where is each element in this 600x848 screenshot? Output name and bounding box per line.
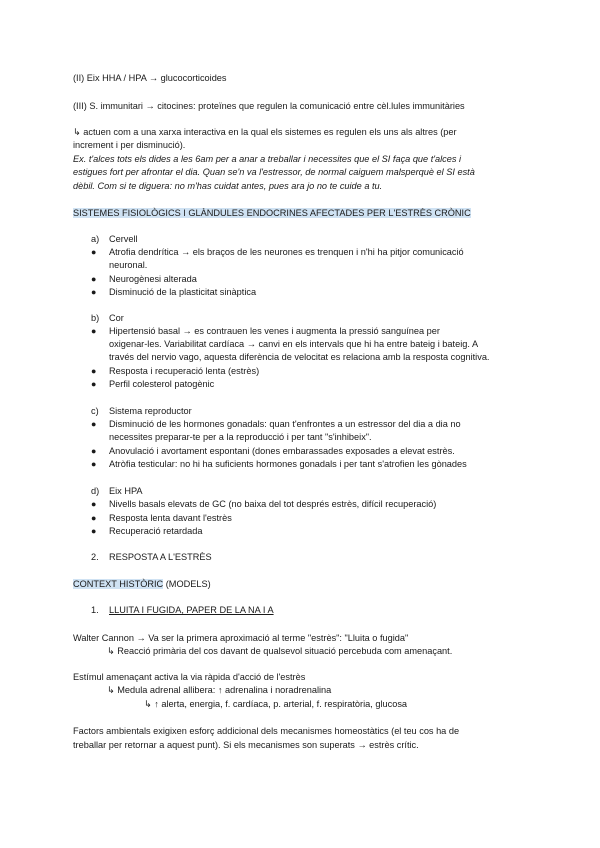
system-letter-a: a): [91, 234, 100, 244]
system-title-cor: Cor: [109, 313, 124, 323]
stimulus-line-2: ↳ Medula adrenal allibera: ↑ adrenalina i noradrenalina: [107, 685, 332, 695]
example-line-3: dèbil. Com si te diguera: no m'has cuidat antes, pues ara jo no te cuide a tu.: [73, 181, 383, 191]
list-item: Resposta i recuperació lenta (estrès): [109, 366, 260, 376]
list-item: Nivells basals elevats de GC (no baixa del tot després estrès, difícil recuperació): [109, 499, 437, 509]
list-item: Hipertensió basal → es contrauen les venes i augmenta la pressió sanguínea per: [109, 326, 440, 336]
list-item-continuation: neuronal.: [109, 260, 148, 270]
list-item: Resposta lenta davant l'estrès: [109, 513, 232, 523]
section-heading-text: SISTEMES FISIOLÒGICS I GLÀNDULES ENDOCRINES AFECTADES PER L'ESTRÈS CRÒNIC: [73, 208, 471, 218]
bullet-icon: ●: [91, 247, 97, 257]
system-title-cervell: Cervell: [109, 234, 138, 244]
list-item: Recuperació retardada: [109, 526, 203, 536]
section-heading-systems: [73, 207, 471, 219]
list-item: Disminució de les hormones gonadals: quan t'enfrontes a un estressor del dia a dia no: [109, 419, 461, 429]
list-item-continuation: través del nervio vago, aquesta diferència de velocitat es relaciona amb la resposta cognitiva.: [109, 352, 490, 362]
bullet-icon: ●: [91, 379, 97, 389]
bullet-icon: ●: [91, 326, 97, 336]
line-immune-system: (III) S. immunitari → citocines: proteïnes que regulen la comunicació entre cèl.lules immunitàries: [73, 101, 465, 111]
bullet-icon: ●: [91, 274, 97, 284]
list-item: Atrofia dendrítica → els braços de les neurones es trenquen i n'hi ha pitjor comunicació: [109, 247, 464, 257]
list-item-continuation: oxigenar-les. Variabilitat cardíaca → canvi en els intervals que hi ha entre bateig i bateig. A: [109, 339, 479, 349]
list-item: Anovulació i avortament espontani (dones embarassades exposades a elevat estrès.: [109, 446, 455, 456]
stimulus-line-1: Estímul amenaçant activa la via ràpida d'acció de l'estrès: [73, 672, 306, 682]
context-heading-highlight: CONTEXT HISTÒRIC: [73, 579, 164, 589]
cannon-line-1: Walter Cannon → Va ser la primera aproximació al terme "estrès": "Lluita o fugida": [73, 633, 409, 643]
bullet-icon: ●: [91, 419, 97, 429]
cannon-line-2: ↳ Reacció primària del cos davant de qualsevol situació percebuda com amenaçant.: [107, 646, 453, 656]
bullet-icon: ●: [91, 513, 97, 523]
bullet-icon: ●: [91, 287, 97, 297]
context-heading: [73, 578, 211, 590]
list-item: Disminució de la plasticitat sinàptica: [109, 287, 257, 297]
numbered-heading-text: RESPOSTA A L'ESTRÈS: [109, 552, 212, 562]
list-item-continuation: necessites preparar-te per a la reproducció i per tant "s'inhibeix".: [109, 432, 372, 442]
line-network-1: ↳ actuen com a una xarxa interactiva en la qual els sistemes es regulen els uns als altres (per: [73, 127, 457, 137]
example-line-1: Ex. t'alces tots els dides a les 6am per a anar a treballar i necessites que el SI faça que t'alces i: [73, 154, 462, 164]
bullet-icon: ●: [91, 459, 97, 469]
list-item: Perfil colesterol patogènic: [109, 379, 215, 389]
factors-line-1: Factors ambientals exigixen esforç addicional dels mecanismes homeostàtics (el teu cos ha de: [73, 726, 460, 736]
numbered-heading-number: 2.: [91, 552, 99, 562]
factors-line-2: treballar per retornar a aquest punt). Si els mecanismes son superats → estrès crític.: [73, 740, 419, 750]
line-network-2: increment i per disminució).: [73, 140, 186, 150]
bullet-icon: ●: [91, 499, 97, 509]
sub-heading-text: LLUITA I FUGIDA, PAPER DE LA NA I A: [109, 605, 274, 615]
system-title-reproductor: Sistema reproductor: [109, 406, 192, 416]
system-letter-c: c): [91, 406, 99, 416]
bullet-icon: ●: [91, 446, 97, 456]
line-eix-hha: (II) Eix HHA / HPA → glucocorticoides: [73, 73, 227, 83]
bullet-icon: ●: [91, 366, 97, 376]
list-item: Neurogènesi alterada: [109, 274, 197, 284]
example-line-2: estigues fort per afrontar el dia. Quan se'n va l'estressor, de normal caiguem malsperquè el SI està: [73, 167, 475, 177]
context-heading-rest: (MODELS): [163, 579, 211, 589]
bullet-icon: ●: [91, 526, 97, 536]
system-title-hpa: Eix HPA: [109, 486, 143, 496]
stimulus-line-3: ↳ ↑ alerta, energia, f. cardíaca, p. arterial, f. respiratòria, glucosa: [144, 699, 408, 709]
list-item: Atròfia testicular: no hi ha suficients hormones gonadals i per tant s'atrofien les gònades: [109, 459, 467, 469]
system-letter-d: d): [91, 486, 100, 496]
system-letter-b: b): [91, 313, 100, 323]
sub-heading-number: 1.: [91, 605, 99, 615]
